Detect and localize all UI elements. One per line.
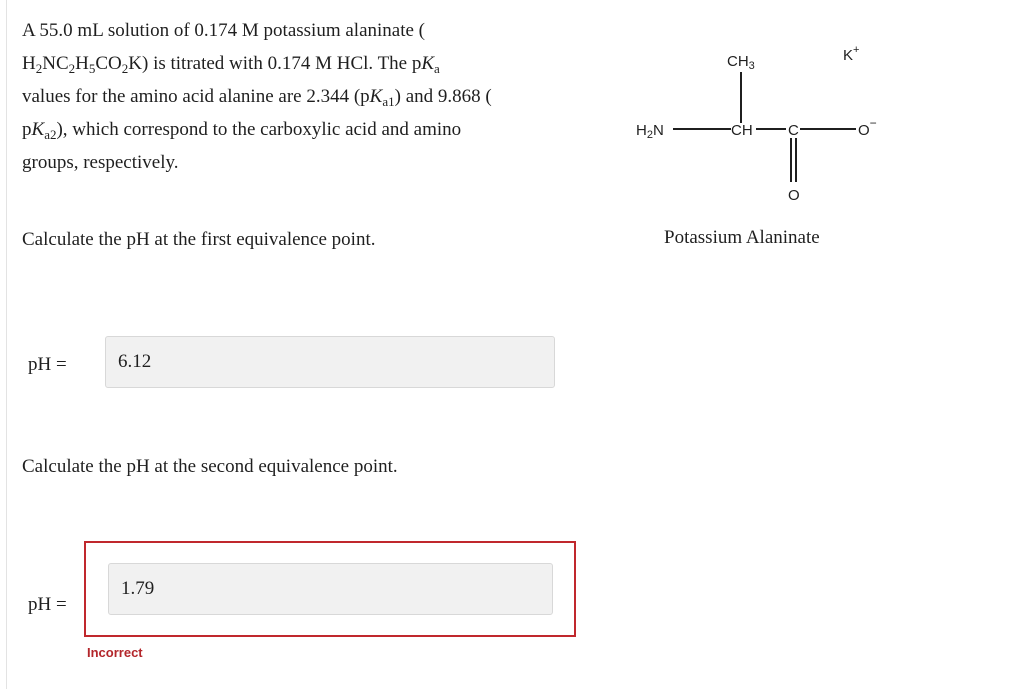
carbon-label: C: [788, 122, 799, 139]
problem-line-1: A 55.0 mL solution of 0.174 M potassium alaninate (: [22, 20, 426, 41]
o-minus-label: O−: [858, 116, 877, 139]
problem-line-5: groups, respectively.: [22, 152, 179, 173]
question-1: Calculate the pH at the first equivalence point.: [22, 229, 376, 250]
potassium-alaninate-structure: [630, 30, 890, 220]
answer-input-1[interactable]: 6.12: [105, 336, 555, 388]
h2n-label: $H_2N$: [636, 122, 664, 141]
k-plus-label: K+: [843, 44, 860, 64]
structure-diagram: [630, 30, 890, 220]
problem-text: [22, 14, 612, 179]
answer-input-2[interactable]: 1.79: [108, 563, 553, 615]
ph-label-1: pH =: [28, 354, 67, 375]
problem-line-4: $pK_{a2}$), which correspond to the carboxylic acid and amino: [22, 119, 462, 142]
question-2: Calculate the pH at the second equivalence point.: [22, 456, 398, 477]
ph-label-2: pH =: [28, 594, 67, 615]
structure-caption: Potassium Alaninate: [664, 227, 820, 248]
ch-label: CH: [731, 122, 753, 139]
ch3-label: $CH_3$: [727, 53, 755, 72]
incorrect-status: Incorrect: [87, 645, 143, 660]
problem-line-2: $H_2NC_2H_5CO_2K$) is titrated with 0.174 M HCl. The $pK_a$: [22, 53, 440, 76]
left-border: [6, 0, 7, 689]
oxygen-label: O: [788, 187, 800, 204]
problem-line-3: values for the amino acid alanine are 2.344 $(pK_{a1})$ and 9.868 (: [22, 86, 492, 109]
